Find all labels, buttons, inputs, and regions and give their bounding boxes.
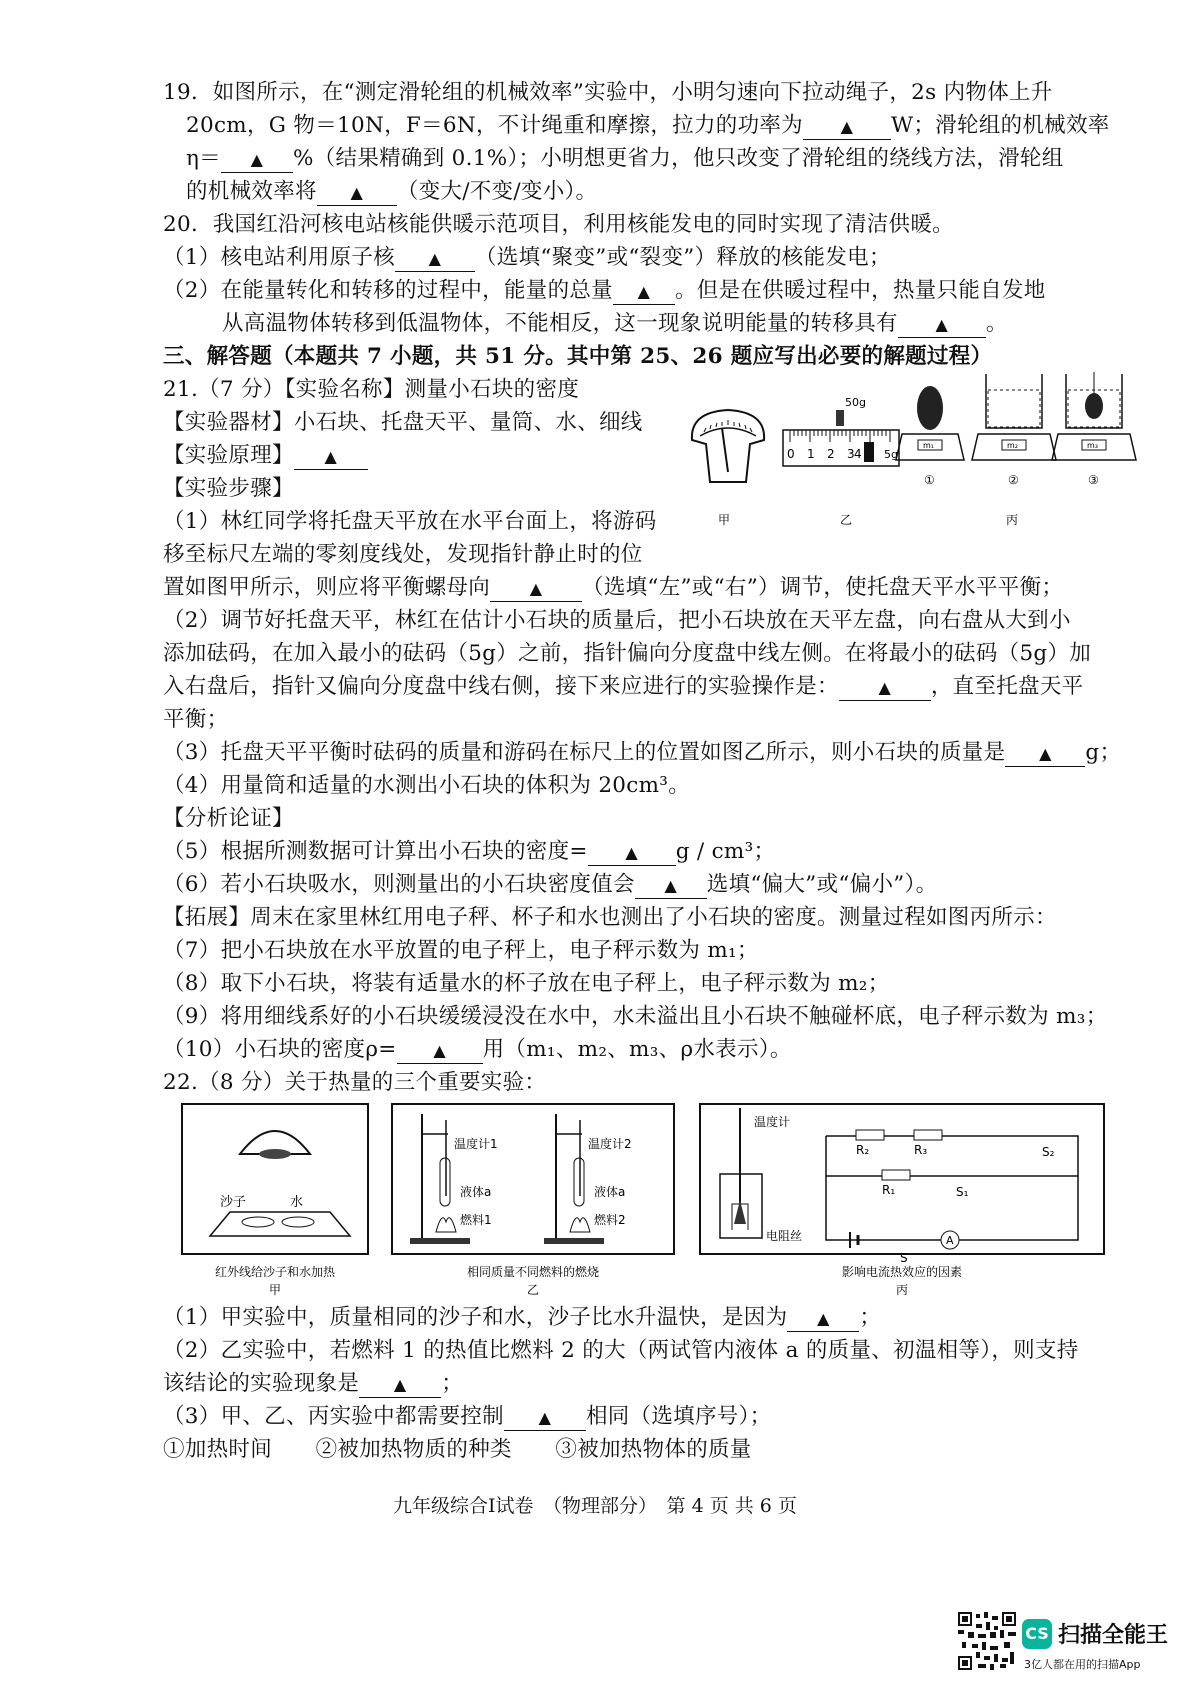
q22-part2a: （2）乙实验中，若燃料 1 的热值比燃料 2 的大（两试管内液体 a 的质量、初温相等），则支持 [163, 1338, 1079, 1363]
q21-step5: （5）根据所测数据可计算出小石块的密度= ▲ g / cm³； [163, 839, 776, 864]
svg-text:A: A [946, 1234, 954, 1247]
svg-text:甲: 甲 [718, 513, 731, 527]
svg-text:S₁: S₁ [956, 1185, 969, 1199]
q21-head: 21.（7 分）【实验名称】测量小石块的密度 [163, 377, 580, 402]
answer-blank: ▲ [613, 279, 675, 305]
answer-blank: ▲ [397, 1038, 483, 1064]
q21-step2a: （2）调节好托盘天平，林红在估计小石块的质量后，把小石块放在天平左盘，向右盘从大到小 [163, 608, 1071, 633]
answer-blank: ▲ [221, 147, 293, 173]
figure-infrared-heating [182, 1104, 368, 1297]
q21-step2b: 添加砝码，在加入最小的砝码（5g）之前，指针偏向分度盘中线左侧。在将最小的砝码（5g）加 [163, 641, 1092, 666]
svg-text:沙子: 沙子 [220, 1195, 247, 1210]
answer-blank: ▲ [359, 1372, 441, 1398]
figure-fuel-burning [392, 1104, 674, 1297]
qr-code-icon [958, 1612, 1016, 1670]
svg-text:丙: 丙 [1006, 513, 1019, 527]
svg-text:R₃: R₃ [914, 1143, 928, 1157]
answer-blank: ▲ [1005, 741, 1085, 767]
q19-line4: 的机械效率将 ▲ （变大/不变/变小）。 [186, 179, 598, 204]
svg-text:温度计1: 温度计1 [454, 1137, 498, 1151]
svg-text:3: 3 [847, 447, 855, 461]
svg-text:②: ② [1008, 473, 1019, 487]
svg-text:燃料1: 燃料1 [460, 1213, 492, 1227]
svg-text:液体a: 液体a [594, 1185, 626, 1199]
svg-text:红外线给沙子和水加热: 红外线给沙子和水加热 [214, 1265, 336, 1279]
answer-blank: ▲ [635, 873, 707, 899]
svg-text:R₁: R₁ [882, 1183, 896, 1197]
answer-blank: ▲ [294, 444, 368, 470]
scanner-tagline: 3亿人都在用的扫描App [1024, 1658, 1141, 1671]
answer-blank: ▲ [803, 114, 891, 140]
q22-part1: （1）甲实验中，质量相同的沙子和水，沙子比水升温快，是因为 ▲ ； [163, 1305, 882, 1330]
svg-text:2: 2 [827, 447, 835, 461]
answer-blank: ▲ [898, 312, 986, 338]
q22-figures [170, 1100, 1120, 1300]
q21-step1c: 置如图甲所示，则应将平衡螺母向 ▲ （选填“左”或“右”）调节，使托盘天平水平平衡； [163, 575, 1064, 600]
svg-text:5g: 5g [884, 448, 898, 461]
page-footer: 九年级综合Ⅰ试卷 （物理部分） 第 4 页 共 6 页 [393, 1495, 797, 1517]
q19-line1: 19．如图所示，在“测定滑轮组的机械效率”实验中，小明匀速向下拉动绳子，2s 内物体上升 [163, 80, 1053, 105]
svg-text:1: 1 [807, 447, 815, 461]
balance-dial-figure [692, 410, 764, 482]
scanner-app-name: 扫描全能王 [1058, 1623, 1169, 1648]
svg-text:m₂: m₂ [1007, 441, 1018, 450]
q21-extension: 【拓展】周末在家里林红用电子秤、杯子和水也测出了小石块的密度。测量过程如图丙所示： [163, 905, 1057, 930]
section-heading: 三、解答题（本题共 7 小题，共 51 分。其中第 25、26 题应写出必要的解题过程） [163, 344, 993, 369]
scale-figure-2 [972, 374, 1056, 487]
q21-principle: 【实验原理】 ▲ [163, 441, 368, 471]
q20-line3: （2）在能量转化和转移的过程中，能量的总量 ▲ 。但是在供暖过程中，热量只能自发地 [163, 278, 1046, 303]
q21-step2e: 平衡； [163, 707, 229, 732]
scale-figure-1 [896, 386, 964, 487]
answer-blank: ▲ [839, 675, 931, 701]
q21-steps: 【实验步骤】 [163, 476, 294, 501]
q19-line2: 20cm，G 物＝10N，F＝6N，不计绳重和摩擦，拉力的功率为 ▲ W；滑轮组的机械效率 [186, 113, 1110, 138]
scale-figure-3 [1052, 372, 1136, 487]
svg-text:乙: 乙 [526, 1283, 540, 1297]
answer-blank: ▲ [395, 246, 475, 272]
q21-step8: （8）取下小石块，将装有适量水的杯子放在电子秤上，电子秤示数为 m₂； [163, 971, 890, 996]
svg-text:S₂: S₂ [1042, 1145, 1055, 1159]
q21-figures [680, 372, 1140, 532]
q20-line4: 从高温物体转移到低温物体，不能相反，这一现象说明能量的转移具有 ▲ 。 [222, 311, 1008, 336]
svg-text:4: 4 [854, 447, 862, 461]
svg-text:③: ③ [1088, 473, 1099, 487]
svg-text:50g: 50g [845, 396, 866, 409]
rider-ruler-figure [783, 396, 899, 466]
q21-step1b: 移至标尺左端的零刻度线处，发现指针静止时的位 [163, 542, 643, 567]
camscanner-logo-icon: CS [1022, 1619, 1052, 1649]
svg-text:S: S [900, 1251, 908, 1265]
answer-blank: ▲ [787, 1306, 859, 1332]
q19-line3: η＝ ▲ %（结果精确到 0.1%）；小明想更省力，他只改变了滑轮组的绕线方法，滑轮组 [186, 146, 1064, 171]
q20-line2: （1）核电站利用原子核 ▲ （选填“聚变”或“裂变”）释放的核能发电； [163, 245, 891, 270]
q21-step9: （9）将用细线系好的小石块缓缓浸没在水中，水未溢出且小石块不触碰杯底，电子秤示数为 m₃； [163, 1004, 1108, 1029]
q22-part3: （3）甲、乙、丙实验中都需要控制 ▲ 相同（选填序号）； [163, 1404, 772, 1429]
q20-line1: 20．我国红沿河核电站核能供暖示范项目，利用核能发电的同时实现了清洁供暖。 [163, 212, 954, 237]
answer-blank: ▲ [588, 840, 676, 866]
svg-text:水: 水 [290, 1195, 304, 1210]
svg-text:0: 0 [787, 447, 795, 461]
svg-text:乙: 乙 [840, 513, 853, 527]
q21-step10: （10）小石块的密度ρ= ▲ 用（m₁、m₂、m₃、ρ水表示）。 [163, 1037, 792, 1062]
figure-current-heating [700, 1104, 1104, 1297]
q21-step1a: （1）林红同学将托盘天平放在水平台面上，将游码 [163, 509, 657, 534]
svg-text:燃料2: 燃料2 [594, 1213, 626, 1227]
svg-text:甲: 甲 [268, 1283, 282, 1297]
svg-text:液体a: 液体a [460, 1185, 492, 1199]
svg-text:温度计2: 温度计2 [588, 1137, 632, 1151]
answer-blank: ▲ [317, 180, 397, 206]
svg-text:①: ① [924, 473, 935, 487]
q22-options: ①加热时间 ②被加热物质的种类 ③被加热物体的质量 [163, 1437, 752, 1462]
q21-equipment: 【实验器材】小石块、托盘天平、量筒、水、细线 [163, 410, 643, 435]
q21-step3: （3）托盘天平平衡时砝码的质量和游码在标尺上的位置如图乙所示，则小石块的质量是 ▲ g； [163, 740, 1122, 765]
svg-text:电阻丝: 电阻丝 [766, 1229, 803, 1243]
q21-step2c: 入右盘后，指针又偏向分度盘中线右侧，接下来应进行的实验操作是： ▲ ，直至托盘天平 [163, 674, 1084, 699]
q22-head: 22.（8 分）关于热量的三个重要实验： [163, 1070, 547, 1095]
svg-text:温度计: 温度计 [754, 1115, 791, 1129]
answer-blank: ▲ [504, 1405, 586, 1431]
svg-text:R₂: R₂ [856, 1143, 870, 1157]
answer-blank: ▲ [490, 576, 582, 602]
svg-text:m₃: m₃ [1087, 441, 1098, 450]
q21-step6: （6）若小石块吸水，则测量出的小石块密度值会 ▲ 选填“偏大”或“偏小”）。 [163, 872, 938, 897]
q21-step4: （4）用量筒和适量的水测出小石块的体积为 20cm³。 [163, 773, 691, 798]
q22-part2b: 该结论的实验现象是 ▲ ； [163, 1371, 464, 1396]
q21-step7: （7）把小石块放在水平放置的电子秤上，电子秤示数为 m₁； [163, 938, 759, 963]
svg-text:相同质量不同燃料的燃烧: 相同质量不同燃料的燃烧 [466, 1265, 600, 1279]
q21-analysis: 【分析论证】 [163, 806, 294, 831]
svg-text:影响电流热效应的因素: 影响电流热效应的因素 [841, 1265, 963, 1279]
svg-text:丙: 丙 [895, 1283, 909, 1297]
svg-text:m₁: m₁ [923, 441, 934, 450]
